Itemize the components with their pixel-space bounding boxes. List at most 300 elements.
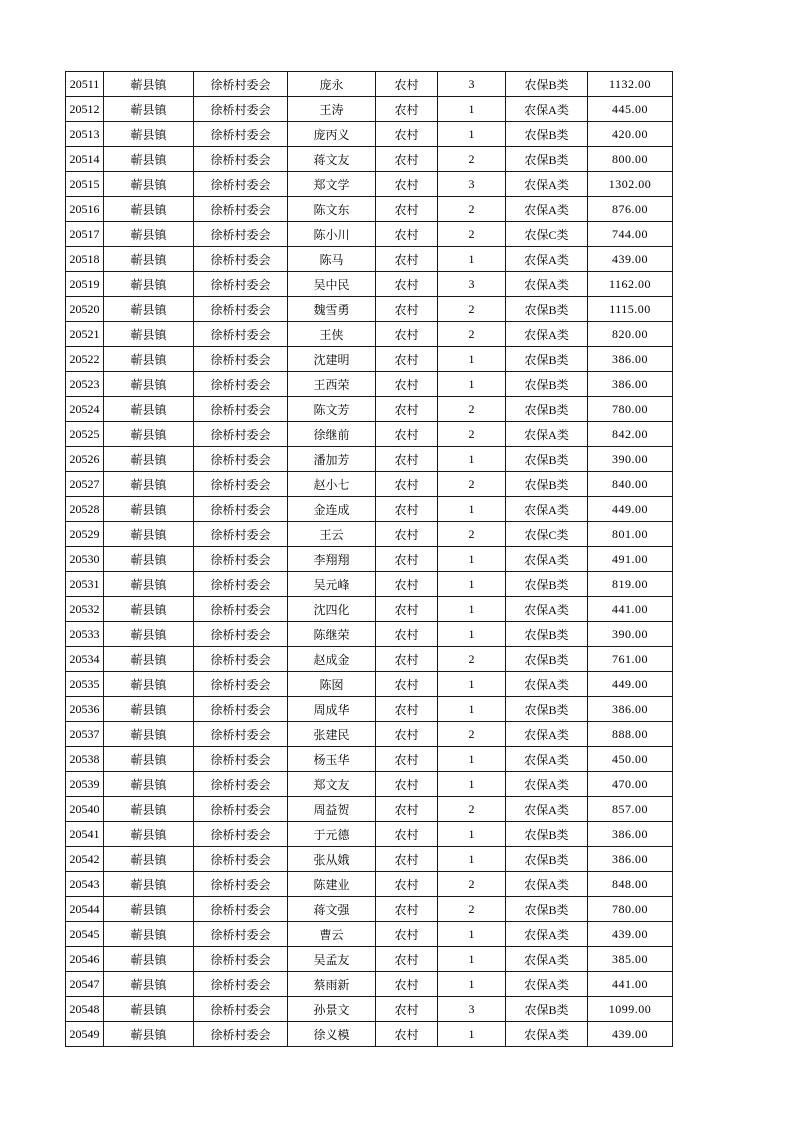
cell-amount: 439.00 bbox=[588, 247, 673, 272]
cell-person-name: 郑文友 bbox=[288, 772, 376, 797]
cell-town: 蕲县镇 bbox=[104, 747, 194, 772]
cell-amount: 800.00 bbox=[588, 147, 673, 172]
cell-residence-type: 农村 bbox=[376, 747, 438, 772]
cell-insurance-category: 农保B类 bbox=[506, 147, 588, 172]
table-row bbox=[66, 447, 673, 472]
cell-residence-type: 农村 bbox=[376, 622, 438, 647]
cell-amount: 450.00 bbox=[588, 747, 673, 772]
table-row bbox=[66, 197, 673, 222]
cell-town: 蕲县镇 bbox=[104, 297, 194, 322]
cell-insurance-category: 农保B类 bbox=[506, 122, 588, 147]
cell-person-name: 张从娥 bbox=[288, 847, 376, 872]
cell-town: 蕲县镇 bbox=[104, 772, 194, 797]
table-row bbox=[66, 297, 673, 322]
cell-person-name: 金连成 bbox=[288, 497, 376, 522]
cell-village-committee: 徐桥村委会 bbox=[194, 822, 288, 847]
cell-town: 蕲县镇 bbox=[104, 72, 194, 97]
table-row bbox=[66, 847, 673, 872]
cell-row-id: 20529 bbox=[66, 522, 104, 547]
cell-town: 蕲县镇 bbox=[104, 347, 194, 372]
table-row bbox=[66, 472, 673, 497]
cell-row-id: 20545 bbox=[66, 922, 104, 947]
cell-town: 蕲县镇 bbox=[104, 222, 194, 247]
cell-residence-type: 农村 bbox=[376, 372, 438, 397]
cell-person-count: 2 bbox=[438, 722, 506, 747]
cell-residence-type: 农村 bbox=[376, 797, 438, 822]
cell-residence-type: 农村 bbox=[376, 847, 438, 872]
cell-amount: 386.00 bbox=[588, 822, 673, 847]
cell-insurance-category: 农保A类 bbox=[506, 97, 588, 122]
cell-person-name: 蔡雨新 bbox=[288, 972, 376, 997]
cell-insurance-category: 农保C类 bbox=[506, 222, 588, 247]
cell-person-name: 陈囡 bbox=[288, 672, 376, 697]
cell-village-committee: 徐桥村委会 bbox=[194, 372, 288, 397]
cell-insurance-category: 农保A类 bbox=[506, 972, 588, 997]
table-row bbox=[66, 272, 673, 297]
table-row bbox=[66, 772, 673, 797]
cell-insurance-category: 农保A类 bbox=[506, 197, 588, 222]
table-row bbox=[66, 347, 673, 372]
cell-insurance-category: 农保A类 bbox=[506, 422, 588, 447]
cell-town: 蕲县镇 bbox=[104, 147, 194, 172]
cell-town: 蕲县镇 bbox=[104, 522, 194, 547]
table-row bbox=[66, 872, 673, 897]
cell-person-name: 李翔翔 bbox=[288, 547, 376, 572]
cell-residence-type: 农村 bbox=[376, 947, 438, 972]
cell-insurance-category: 农保A类 bbox=[506, 1022, 588, 1047]
cell-village-committee: 徐桥村委会 bbox=[194, 322, 288, 347]
cell-row-id: 20547 bbox=[66, 972, 104, 997]
records-table-body bbox=[66, 72, 673, 1047]
cell-person-name: 庞丙义 bbox=[288, 122, 376, 147]
cell-village-committee: 徐桥村委会 bbox=[194, 872, 288, 897]
cell-village-committee: 徐桥村委会 bbox=[194, 747, 288, 772]
cell-amount: 470.00 bbox=[588, 772, 673, 797]
cell-row-id: 20542 bbox=[66, 847, 104, 872]
cell-town: 蕲县镇 bbox=[104, 97, 194, 122]
cell-town: 蕲县镇 bbox=[104, 972, 194, 997]
cell-person-count: 1 bbox=[438, 347, 506, 372]
cell-row-id: 20537 bbox=[66, 722, 104, 747]
cell-village-committee: 徐桥村委会 bbox=[194, 597, 288, 622]
cell-person-name: 王涛 bbox=[288, 97, 376, 122]
cell-town: 蕲县镇 bbox=[104, 497, 194, 522]
cell-residence-type: 农村 bbox=[376, 72, 438, 97]
cell-row-id: 20525 bbox=[66, 422, 104, 447]
cell-amount: 780.00 bbox=[588, 897, 673, 922]
cell-person-count: 1 bbox=[438, 572, 506, 597]
cell-town: 蕲县镇 bbox=[104, 797, 194, 822]
table-row bbox=[66, 622, 673, 647]
cell-person-count: 3 bbox=[438, 997, 506, 1022]
cell-person-name: 陈继荣 bbox=[288, 622, 376, 647]
cell-person-count: 1 bbox=[438, 972, 506, 997]
cell-insurance-category: 农保A类 bbox=[506, 872, 588, 897]
cell-amount: 780.00 bbox=[588, 397, 673, 422]
cell-village-committee: 徐桥村委会 bbox=[194, 1022, 288, 1047]
cell-town: 蕲县镇 bbox=[104, 272, 194, 297]
cell-amount: 390.00 bbox=[588, 447, 673, 472]
table-row bbox=[66, 722, 673, 747]
cell-person-count: 2 bbox=[438, 472, 506, 497]
table-row bbox=[66, 647, 673, 672]
table-row bbox=[66, 222, 673, 247]
cell-row-id: 20527 bbox=[66, 472, 104, 497]
cell-town: 蕲县镇 bbox=[104, 697, 194, 722]
cell-village-committee: 徐桥村委会 bbox=[194, 497, 288, 522]
cell-row-id: 20533 bbox=[66, 622, 104, 647]
cell-insurance-category: 农保B类 bbox=[506, 622, 588, 647]
cell-person-name: 陈马 bbox=[288, 247, 376, 272]
cell-village-committee: 徐桥村委会 bbox=[194, 947, 288, 972]
cell-row-id: 20522 bbox=[66, 347, 104, 372]
cell-insurance-category: 农保A类 bbox=[506, 597, 588, 622]
cell-person-count: 2 bbox=[438, 897, 506, 922]
cell-town: 蕲县镇 bbox=[104, 397, 194, 422]
cell-insurance-category: 农保A类 bbox=[506, 947, 588, 972]
cell-row-id: 20541 bbox=[66, 822, 104, 847]
table-row bbox=[66, 322, 673, 347]
cell-amount: 848.00 bbox=[588, 872, 673, 897]
cell-residence-type: 农村 bbox=[376, 572, 438, 597]
cell-person-count: 1 bbox=[438, 772, 506, 797]
cell-row-id: 20535 bbox=[66, 672, 104, 697]
cell-person-name: 周成华 bbox=[288, 697, 376, 722]
cell-row-id: 20549 bbox=[66, 1022, 104, 1047]
cell-town: 蕲县镇 bbox=[104, 622, 194, 647]
cell-person-count: 1 bbox=[438, 122, 506, 147]
cell-residence-type: 农村 bbox=[376, 522, 438, 547]
cell-residence-type: 农村 bbox=[376, 497, 438, 522]
cell-village-committee: 徐桥村委会 bbox=[194, 97, 288, 122]
cell-row-id: 20531 bbox=[66, 572, 104, 597]
cell-person-name: 曹云 bbox=[288, 922, 376, 947]
cell-village-committee: 徐桥村委会 bbox=[194, 772, 288, 797]
cell-residence-type: 农村 bbox=[376, 397, 438, 422]
cell-town: 蕲县镇 bbox=[104, 897, 194, 922]
cell-row-id: 20546 bbox=[66, 947, 104, 972]
cell-insurance-category: 农保A类 bbox=[506, 172, 588, 197]
cell-town: 蕲县镇 bbox=[104, 672, 194, 697]
cell-village-committee: 徐桥村委会 bbox=[194, 722, 288, 747]
cell-village-committee: 徐桥村委会 bbox=[194, 247, 288, 272]
cell-insurance-category: 农保A类 bbox=[506, 322, 588, 347]
table-row bbox=[66, 97, 673, 122]
cell-town: 蕲县镇 bbox=[104, 997, 194, 1022]
cell-residence-type: 农村 bbox=[376, 472, 438, 497]
cell-village-committee: 徐桥村委会 bbox=[194, 222, 288, 247]
cell-residence-type: 农村 bbox=[376, 147, 438, 172]
cell-town: 蕲县镇 bbox=[104, 197, 194, 222]
table-row bbox=[66, 422, 673, 447]
cell-insurance-category: 农保B类 bbox=[506, 697, 588, 722]
cell-insurance-category: 农保A类 bbox=[506, 672, 588, 697]
cell-village-committee: 徐桥村委会 bbox=[194, 847, 288, 872]
cell-town: 蕲县镇 bbox=[104, 447, 194, 472]
cell-amount: 441.00 bbox=[588, 972, 673, 997]
table-row bbox=[66, 72, 673, 97]
cell-person-count: 2 bbox=[438, 222, 506, 247]
cell-person-count: 2 bbox=[438, 797, 506, 822]
cell-row-id: 20520 bbox=[66, 297, 104, 322]
cell-insurance-category: 农保A类 bbox=[506, 772, 588, 797]
cell-person-name: 吴孟友 bbox=[288, 947, 376, 972]
cell-residence-type: 农村 bbox=[376, 922, 438, 947]
cell-village-committee: 徐桥村委会 bbox=[194, 147, 288, 172]
cell-amount: 857.00 bbox=[588, 797, 673, 822]
cell-person-name: 吴中民 bbox=[288, 272, 376, 297]
cell-amount: 1099.00 bbox=[588, 997, 673, 1022]
cell-person-name: 赵小七 bbox=[288, 472, 376, 497]
cell-row-id: 20540 bbox=[66, 797, 104, 822]
table-row bbox=[66, 947, 673, 972]
cell-residence-type: 农村 bbox=[376, 672, 438, 697]
cell-village-committee: 徐桥村委会 bbox=[194, 422, 288, 447]
cell-person-count: 1 bbox=[438, 372, 506, 397]
cell-residence-type: 农村 bbox=[376, 897, 438, 922]
cell-person-count: 1 bbox=[438, 1022, 506, 1047]
cell-person-count: 1 bbox=[438, 847, 506, 872]
cell-amount: 820.00 bbox=[588, 322, 673, 347]
cell-insurance-category: 农保B类 bbox=[506, 572, 588, 597]
cell-town: 蕲县镇 bbox=[104, 872, 194, 897]
cell-village-committee: 徐桥村委会 bbox=[194, 447, 288, 472]
table-row bbox=[66, 247, 673, 272]
cell-village-committee: 徐桥村委会 bbox=[194, 672, 288, 697]
cell-amount: 439.00 bbox=[588, 922, 673, 947]
cell-residence-type: 农村 bbox=[376, 697, 438, 722]
cell-village-committee: 徐桥村委会 bbox=[194, 122, 288, 147]
cell-person-count: 1 bbox=[438, 697, 506, 722]
cell-amount: 491.00 bbox=[588, 547, 673, 572]
cell-amount: 1115.00 bbox=[588, 297, 673, 322]
cell-residence-type: 农村 bbox=[376, 647, 438, 672]
cell-row-id: 20515 bbox=[66, 172, 104, 197]
cell-village-committee: 徐桥村委会 bbox=[194, 897, 288, 922]
cell-person-count: 1 bbox=[438, 247, 506, 272]
cell-person-name: 陈小川 bbox=[288, 222, 376, 247]
cell-residence-type: 农村 bbox=[376, 597, 438, 622]
cell-person-name: 沈四化 bbox=[288, 597, 376, 622]
cell-village-committee: 徐桥村委会 bbox=[194, 547, 288, 572]
cell-town: 蕲县镇 bbox=[104, 472, 194, 497]
cell-person-count: 3 bbox=[438, 72, 506, 97]
cell-amount: 761.00 bbox=[588, 647, 673, 672]
cell-row-id: 20513 bbox=[66, 122, 104, 147]
cell-row-id: 20524 bbox=[66, 397, 104, 422]
cell-person-name: 于元德 bbox=[288, 822, 376, 847]
table-row bbox=[66, 697, 673, 722]
cell-amount: 445.00 bbox=[588, 97, 673, 122]
cell-person-name: 陈建业 bbox=[288, 872, 376, 897]
cell-insurance-category: 农保B类 bbox=[506, 72, 588, 97]
table-row bbox=[66, 797, 673, 822]
cell-row-id: 20536 bbox=[66, 697, 104, 722]
cell-residence-type: 农村 bbox=[376, 997, 438, 1022]
cell-person-count: 2 bbox=[438, 647, 506, 672]
cell-insurance-category: 农保A类 bbox=[506, 797, 588, 822]
cell-town: 蕲县镇 bbox=[104, 547, 194, 572]
cell-village-committee: 徐桥村委会 bbox=[194, 197, 288, 222]
cell-person-count: 1 bbox=[438, 672, 506, 697]
cell-row-id: 20528 bbox=[66, 497, 104, 522]
cell-person-name: 王云 bbox=[288, 522, 376, 547]
cell-village-committee: 徐桥村委会 bbox=[194, 972, 288, 997]
table-row bbox=[66, 122, 673, 147]
cell-person-count: 1 bbox=[438, 597, 506, 622]
cell-person-count: 2 bbox=[438, 297, 506, 322]
cell-residence-type: 农村 bbox=[376, 222, 438, 247]
cell-person-name: 孙景文 bbox=[288, 997, 376, 1022]
cell-town: 蕲县镇 bbox=[104, 922, 194, 947]
table-row bbox=[66, 922, 673, 947]
cell-residence-type: 农村 bbox=[376, 447, 438, 472]
table-row bbox=[66, 897, 673, 922]
cell-person-name: 赵成金 bbox=[288, 647, 376, 672]
cell-town: 蕲县镇 bbox=[104, 947, 194, 972]
cell-residence-type: 农村 bbox=[376, 822, 438, 847]
cell-town: 蕲县镇 bbox=[104, 722, 194, 747]
cell-insurance-category: 农保B类 bbox=[506, 397, 588, 422]
cell-insurance-category: 农保B类 bbox=[506, 997, 588, 1022]
cell-person-name: 徐义模 bbox=[288, 1022, 376, 1047]
cell-insurance-category: 农保B类 bbox=[506, 372, 588, 397]
cell-person-count: 1 bbox=[438, 447, 506, 472]
cell-village-committee: 徐桥村委会 bbox=[194, 347, 288, 372]
cell-insurance-category: 农保B类 bbox=[506, 897, 588, 922]
cell-town: 蕲县镇 bbox=[104, 247, 194, 272]
cell-person-name: 王西荣 bbox=[288, 372, 376, 397]
cell-village-committee: 徐桥村委会 bbox=[194, 697, 288, 722]
cell-person-name: 王侠 bbox=[288, 322, 376, 347]
cell-person-count: 1 bbox=[438, 922, 506, 947]
cell-row-id: 20512 bbox=[66, 97, 104, 122]
cell-amount: 449.00 bbox=[588, 672, 673, 697]
cell-insurance-category: 农保A类 bbox=[506, 547, 588, 572]
cell-village-committee: 徐桥村委会 bbox=[194, 522, 288, 547]
cell-village-committee: 徐桥村委会 bbox=[194, 922, 288, 947]
cell-residence-type: 农村 bbox=[376, 197, 438, 222]
cell-row-id: 20514 bbox=[66, 147, 104, 172]
cell-amount: 386.00 bbox=[588, 697, 673, 722]
cell-row-id: 20523 bbox=[66, 372, 104, 397]
cell-town: 蕲县镇 bbox=[104, 572, 194, 597]
table-row bbox=[66, 547, 673, 572]
cell-insurance-category: 农保B类 bbox=[506, 647, 588, 672]
cell-person-count: 2 bbox=[438, 872, 506, 897]
cell-residence-type: 农村 bbox=[376, 322, 438, 347]
cell-person-name: 蒋文友 bbox=[288, 147, 376, 172]
cell-person-count: 2 bbox=[438, 522, 506, 547]
cell-person-count: 2 bbox=[438, 147, 506, 172]
cell-amount: 801.00 bbox=[588, 522, 673, 547]
cell-person-count: 2 bbox=[438, 397, 506, 422]
cell-amount: 439.00 bbox=[588, 1022, 673, 1047]
cell-town: 蕲县镇 bbox=[104, 847, 194, 872]
cell-village-committee: 徐桥村委会 bbox=[194, 397, 288, 422]
cell-residence-type: 农村 bbox=[376, 972, 438, 997]
cell-insurance-category: 农保B类 bbox=[506, 847, 588, 872]
cell-residence-type: 农村 bbox=[376, 1022, 438, 1047]
cell-residence-type: 农村 bbox=[376, 172, 438, 197]
cell-amount: 876.00 bbox=[588, 197, 673, 222]
cell-insurance-category: 农保A类 bbox=[506, 247, 588, 272]
cell-village-committee: 徐桥村委会 bbox=[194, 272, 288, 297]
cell-person-name: 庞永 bbox=[288, 72, 376, 97]
cell-town: 蕲县镇 bbox=[104, 122, 194, 147]
cell-row-id: 20530 bbox=[66, 547, 104, 572]
cell-row-id: 20532 bbox=[66, 597, 104, 622]
cell-amount: 390.00 bbox=[588, 622, 673, 647]
cell-person-count: 1 bbox=[438, 822, 506, 847]
cell-row-id: 20521 bbox=[66, 322, 104, 347]
table-row bbox=[66, 572, 673, 597]
cell-amount: 1132.00 bbox=[588, 72, 673, 97]
table-row bbox=[66, 372, 673, 397]
cell-row-id: 20526 bbox=[66, 447, 104, 472]
cell-person-name: 沈建明 bbox=[288, 347, 376, 372]
cell-town: 蕲县镇 bbox=[104, 1022, 194, 1047]
cell-insurance-category: 农保B类 bbox=[506, 822, 588, 847]
cell-amount: 888.00 bbox=[588, 722, 673, 747]
cell-town: 蕲县镇 bbox=[104, 422, 194, 447]
cell-person-count: 2 bbox=[438, 322, 506, 347]
cell-row-id: 20538 bbox=[66, 747, 104, 772]
cell-town: 蕲县镇 bbox=[104, 372, 194, 397]
cell-village-committee: 徐桥村委会 bbox=[194, 72, 288, 97]
cell-insurance-category: 农保A类 bbox=[506, 922, 588, 947]
cell-row-id: 20539 bbox=[66, 772, 104, 797]
cell-insurance-category: 农保B类 bbox=[506, 447, 588, 472]
cell-village-committee: 徐桥村委会 bbox=[194, 172, 288, 197]
table-row bbox=[66, 997, 673, 1022]
cell-person-name: 潘加芳 bbox=[288, 447, 376, 472]
cell-person-name: 蒋文强 bbox=[288, 897, 376, 922]
cell-residence-type: 农村 bbox=[376, 347, 438, 372]
cell-insurance-category: 农保A类 bbox=[506, 497, 588, 522]
cell-person-name: 陈文芳 bbox=[288, 397, 376, 422]
cell-person-count: 3 bbox=[438, 172, 506, 197]
cell-residence-type: 农村 bbox=[376, 872, 438, 897]
cell-person-name: 魏雪勇 bbox=[288, 297, 376, 322]
cell-amount: 1162.00 bbox=[588, 272, 673, 297]
cell-village-committee: 徐桥村委会 bbox=[194, 472, 288, 497]
cell-row-id: 20516 bbox=[66, 197, 104, 222]
cell-row-id: 20548 bbox=[66, 997, 104, 1022]
cell-amount: 385.00 bbox=[588, 947, 673, 972]
cell-person-name: 张建民 bbox=[288, 722, 376, 747]
cell-village-committee: 徐桥村委会 bbox=[194, 997, 288, 1022]
cell-person-count: 2 bbox=[438, 197, 506, 222]
cell-insurance-category: 农保C类 bbox=[506, 522, 588, 547]
cell-amount: 744.00 bbox=[588, 222, 673, 247]
table-row bbox=[66, 497, 673, 522]
cell-person-name: 杨玉华 bbox=[288, 747, 376, 772]
cell-amount: 386.00 bbox=[588, 347, 673, 372]
cell-village-committee: 徐桥村委会 bbox=[194, 797, 288, 822]
cell-town: 蕲县镇 bbox=[104, 647, 194, 672]
table-row bbox=[66, 972, 673, 997]
cell-amount: 386.00 bbox=[588, 847, 673, 872]
cell-amount: 441.00 bbox=[588, 597, 673, 622]
cell-residence-type: 农村 bbox=[376, 547, 438, 572]
cell-person-count: 1 bbox=[438, 497, 506, 522]
cell-town: 蕲县镇 bbox=[104, 172, 194, 197]
cell-person-name: 郑文学 bbox=[288, 172, 376, 197]
cell-residence-type: 农村 bbox=[376, 772, 438, 797]
records-table bbox=[65, 71, 673, 1047]
cell-row-id: 20518 bbox=[66, 247, 104, 272]
